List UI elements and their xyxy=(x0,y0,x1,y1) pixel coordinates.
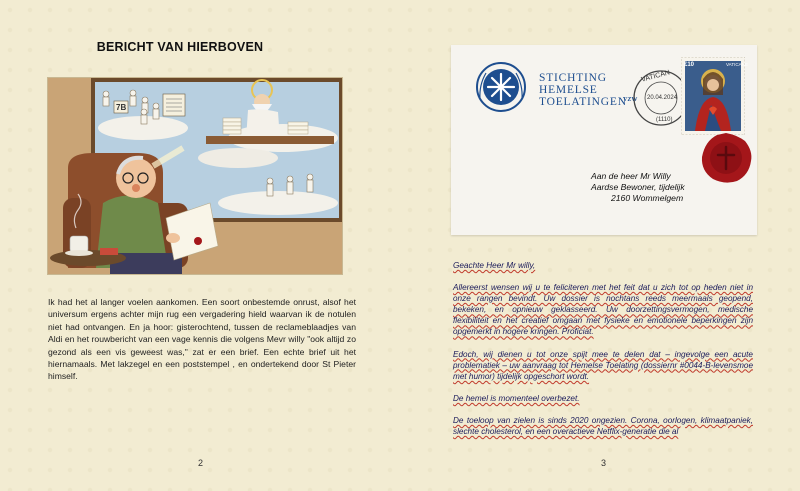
letter-paragraph: Edoch, wij dienen u tot onze spijt mee te delen dat – ingevolge een acute problematiek – uw aanvraag tot Hemelse Toelating (dossiernr #0044-B-levensmoe met humor) tijdelijk opgeschort wordt. xyxy=(453,349,753,381)
envelope xyxy=(451,45,757,235)
stamp-value: £10 xyxy=(684,62,695,68)
page-title: BERICHT VAN HIERBOVEN xyxy=(96,40,264,54)
postmark-date: 20.04.2024 xyxy=(647,95,678,101)
stamp-country: VATICANE xyxy=(726,62,748,67)
wax-seal-icon xyxy=(697,131,755,185)
page-number: 2 xyxy=(198,458,204,468)
address-line: 2160 Wommelgem xyxy=(611,193,684,203)
foundation-suffix: VZW xyxy=(623,97,638,103)
sign-7b: 7B xyxy=(116,103,127,112)
page-number: 3 xyxy=(601,458,607,468)
right-page xyxy=(400,0,800,491)
postage-stamp-icon xyxy=(681,57,745,135)
letter-salutation: Geachte Heer Mr willy, xyxy=(453,261,536,270)
postmark-city: VATICAN xyxy=(640,69,671,84)
recipient-address xyxy=(591,171,685,204)
letter-paragraph: De hemel is momenteel overbezet. xyxy=(453,393,580,403)
postmark-code: (1110) xyxy=(656,117,673,123)
story-paragraph: Ik had het al langer voelen aankomen. Een soort onbestemde onrust, alsof het universum ergens achter mijn rug een vergadering hield waarvan ik de notulen niet had ontvangen. En ja hoor: gisterochtend, tussen de reclameblaadjes van Aldi en het rouwbericht van een vage kennis die volgens Mevr willy "ook altijd zo gezond als een vis geweest was," zat er een brief. Een echte brief uit het hiernamaals. Met lakzegel en een poststempel , en ondertekend door St Pieter himself. xyxy=(48,297,356,382)
cartoon-illustration xyxy=(47,77,343,275)
foundation-name: STICHTING HEMELSE TOELATINGEN xyxy=(539,72,627,108)
foundation-logo-icon xyxy=(473,59,529,115)
letter-paragraph: Allereerst wensen wij u te feliciteren met het feit dat u zich tot op heden niet in onze rangen bevindt. Uw dossier is nochtans reeds meermaals geopend, bekeken, en opnieuw geklasseerd. Uw doorzettingsvermogen, medische flexibiliteit en het creatief omgaan met fysieke en emotionele beperkingen zijn opgemerkt in hogere kringen. Proficiat. xyxy=(453,283,753,337)
address-line: Aardse Bewoner, tijdelijk xyxy=(591,182,685,192)
address-line: Aan de heer Mr Willy xyxy=(591,171,671,181)
letter-paragraph: De toeloop van zielen is sinds 2020 ongezien. Corona, oorlogen, klimaatpaniek, slechte cholesterol, en een overactieve Netflix-generatie die al xyxy=(453,415,753,437)
letter-body xyxy=(453,260,753,448)
